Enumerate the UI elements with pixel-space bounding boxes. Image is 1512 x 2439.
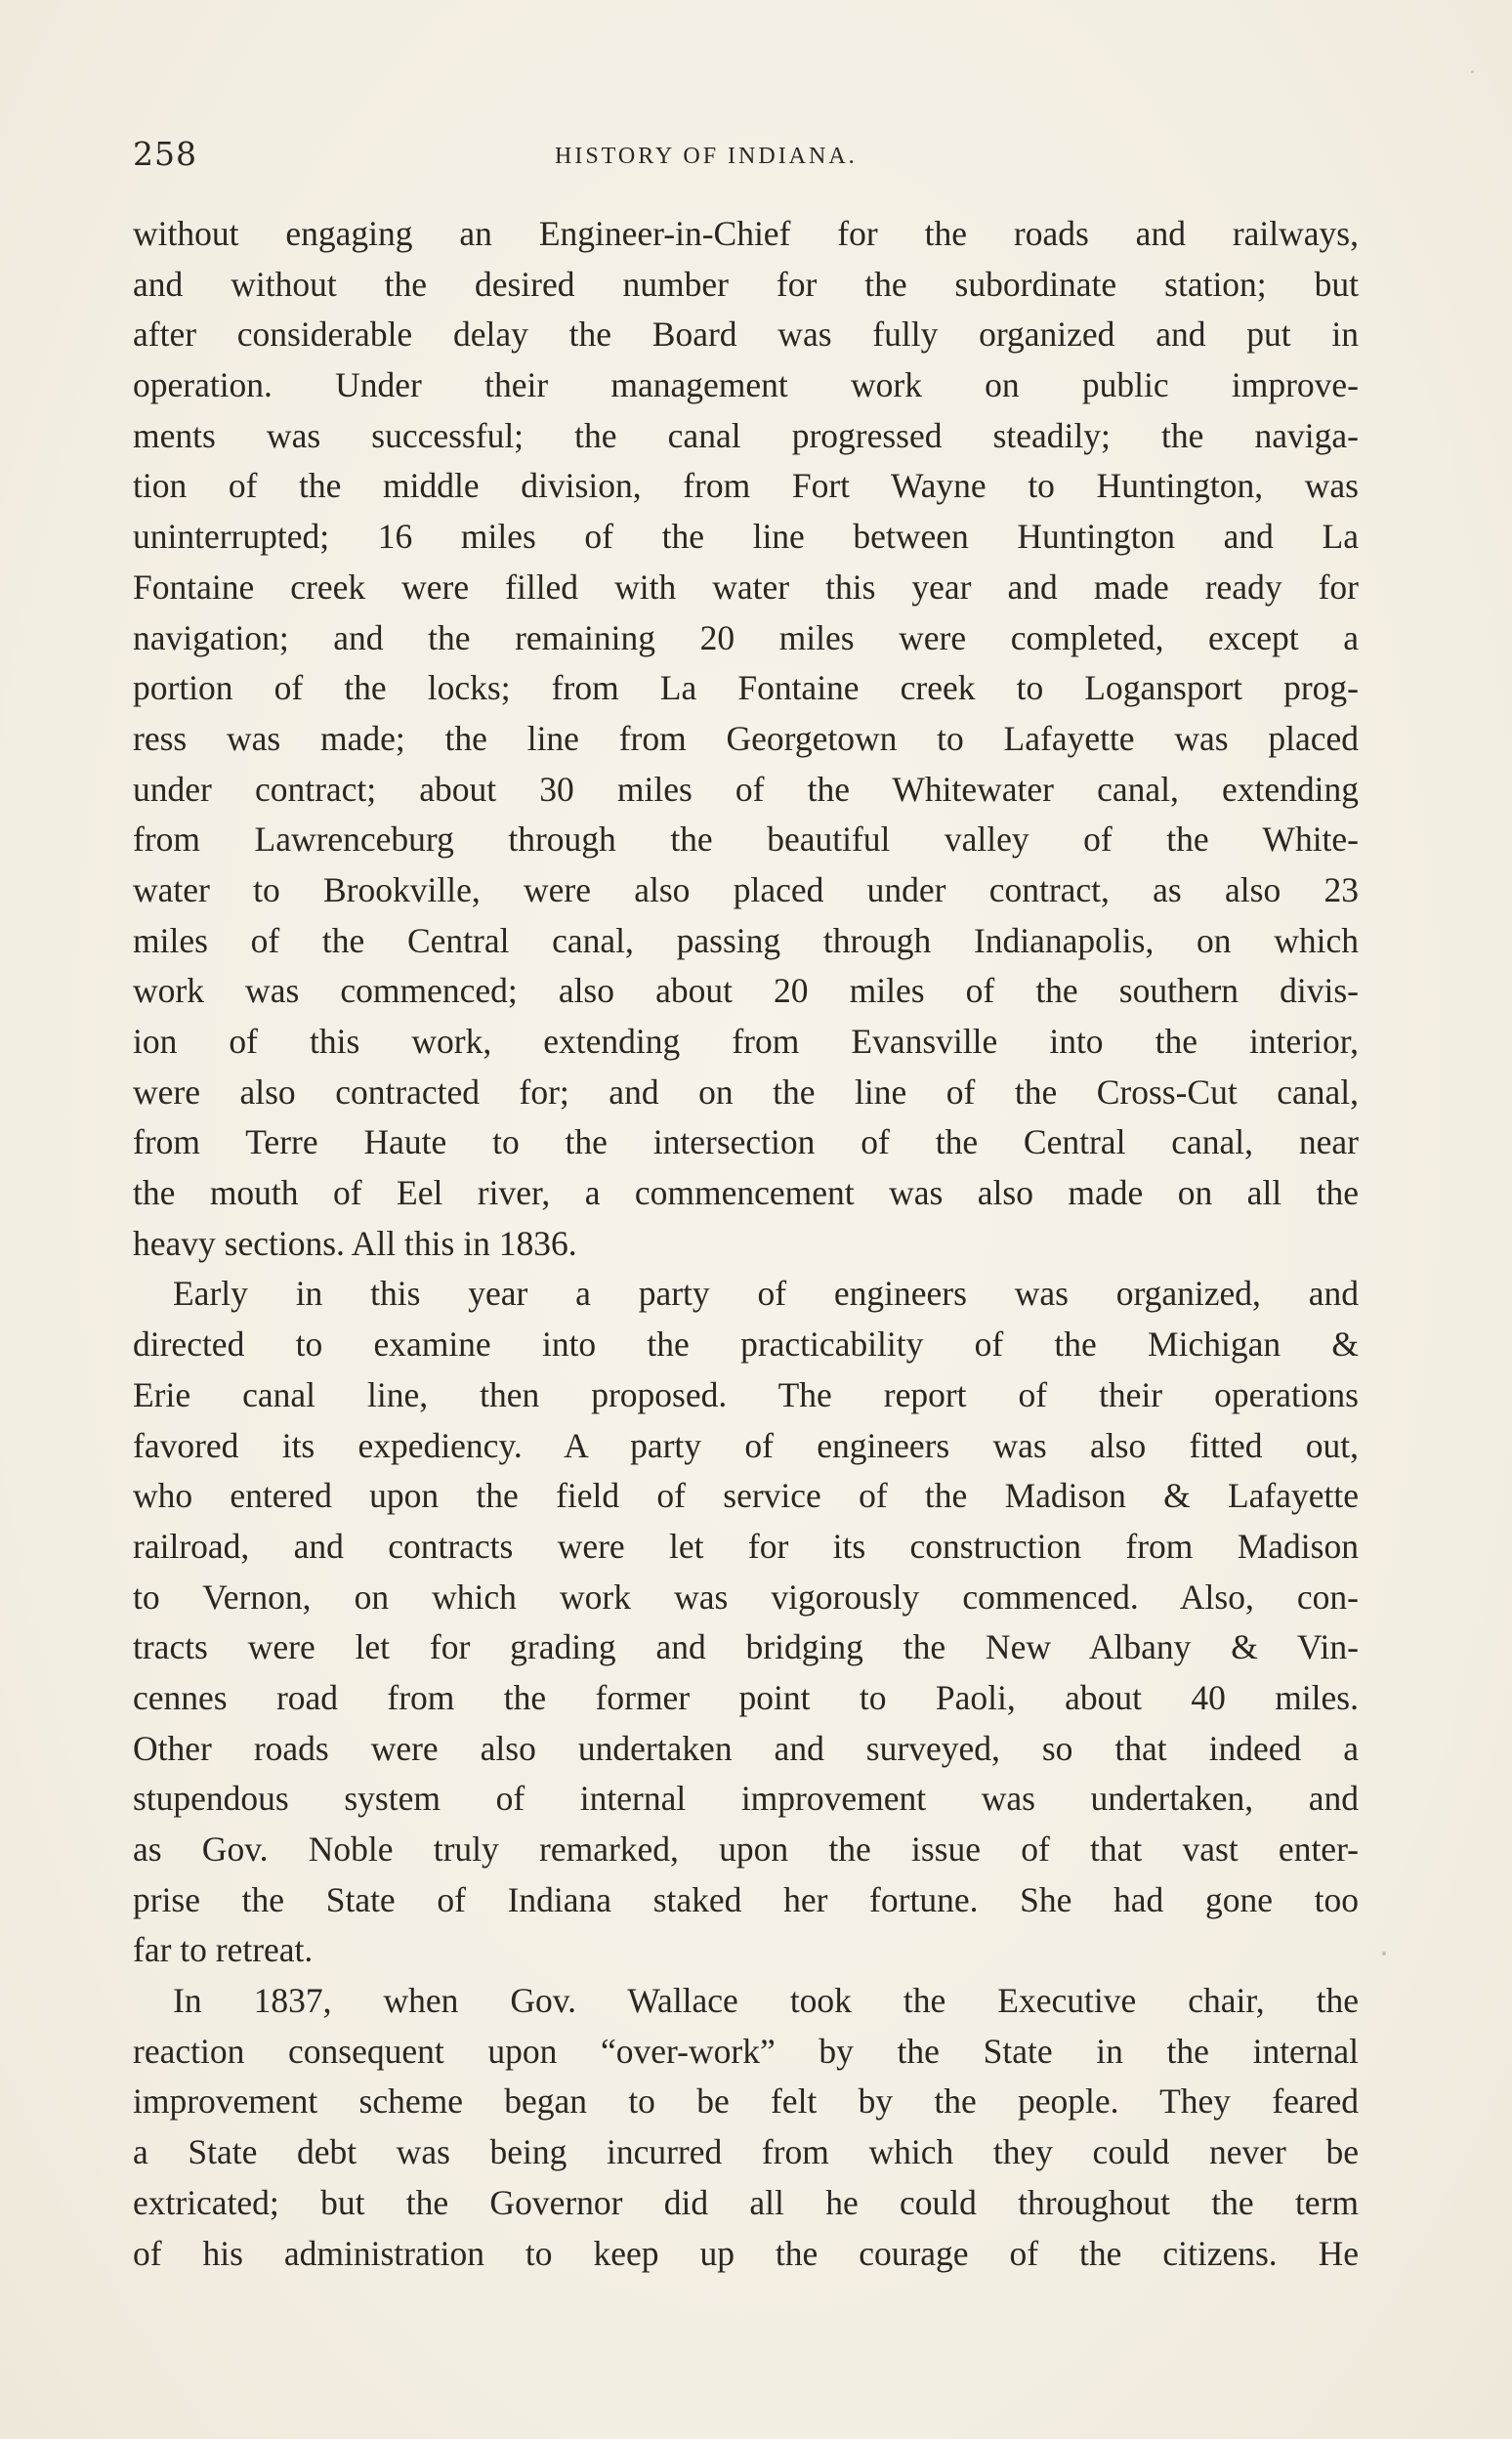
text-line: of his administration to keep up the courage of the citizens. He xyxy=(133,2233,1359,2273)
text-line: favored its expediency. A party of engineers was also fitted out, xyxy=(133,1425,1359,1465)
text-line: work was commenced; also about 20 miles of the southern divis- xyxy=(133,971,1359,1011)
text-line: navigation; and the remaining 20 miles were completed, except a xyxy=(133,617,1359,657)
text-line: heavy sections. All this in 1836. xyxy=(133,1223,577,1263)
text-line: operation. Under their management work on public improve- xyxy=(133,365,1359,405)
text-line: prise the State of Indiana staked her fortune. She had gone too xyxy=(133,1879,1359,1919)
text-line: to Vernon, on which work was vigorously commenced. Also, con- xyxy=(133,1577,1359,1617)
text-line: without engaging an Engineer-in-Chief for the roads and railways, xyxy=(133,214,1359,253)
page-number: 258 xyxy=(133,135,197,173)
text-line: stupendous system of internal improvement was undertaken, and xyxy=(133,1779,1359,1819)
text-line: a State debt was being incurred from which they could never be xyxy=(133,2132,1359,2172)
text-line: uninterrupted; 16 miles of the line between Huntington and La xyxy=(133,517,1359,557)
text-line: Other roads were also undertaken and surveyed, so that indeed a xyxy=(133,1728,1359,1768)
text-line: Early in this year a party of engineers was organized, and xyxy=(173,1274,1359,1314)
text-line: cennes road from the former point to Paoli, about 40 miles. xyxy=(133,1677,1359,1717)
text-line: from Terre Haute to the intersection of the Central canal, near xyxy=(133,1122,1359,1162)
text-line: as Gov. Noble truly remarked, upon the issue of that vast enter- xyxy=(133,1829,1359,1869)
text-line: the mouth of Eel river, a commencement was also made on all the xyxy=(133,1173,1359,1213)
text-line: improvement scheme began to be felt by the people. They feared xyxy=(133,2082,1359,2122)
text-line: extricated; but the Governor did all he could throughout the term xyxy=(133,2182,1359,2222)
paragraph xyxy=(133,1269,1359,1976)
text-line: after considerable delay the Board was fully organized and put in xyxy=(133,315,1359,355)
body-text xyxy=(133,209,1359,2279)
text-line: directed to examine into the practicability of the Michigan & xyxy=(133,1325,1359,1365)
paper-speck xyxy=(1382,1952,1386,1955)
text-line: tracts were let for grading and bridging the New Albany & Vin- xyxy=(133,1627,1359,1667)
text-line: In 1837, when Gov. Wallace took the Executive chair, the xyxy=(173,1981,1359,2021)
text-line: who entered upon the field of service of the Madison & Lafayette xyxy=(133,1476,1359,1516)
paper-speck xyxy=(1471,70,1474,73)
text-line: under contract; about 30 miles of the Whitewater canal, extending xyxy=(133,769,1359,809)
text-line: ion of this work, extending from Evansville into the interior, xyxy=(133,1022,1359,1061)
text-line: tion of the middle division, from Fort Wayne to Huntington, was xyxy=(133,466,1359,506)
page-header xyxy=(133,133,1359,182)
paragraph xyxy=(133,209,1359,1269)
text-line: ments was successful; the canal progressed steadily; the naviga- xyxy=(133,415,1359,455)
text-line: Fontaine creek were filled with water this year and made ready for xyxy=(133,567,1359,607)
paragraph xyxy=(133,1976,1359,2279)
running-head: HISTORY OF INDIANA. xyxy=(555,144,858,169)
text-line: were also contracted for; and on the line of the Cross-Cut canal, xyxy=(133,1072,1359,1112)
text-line: ress was made; the line from Georgetown to Lafayette was placed xyxy=(133,718,1359,758)
text-line: Erie canal line, then proposed. The report of their operations xyxy=(133,1374,1359,1414)
text-line: reaction consequent upon “over-work” by the State in the internal xyxy=(133,2031,1359,2071)
text-line: miles of the Central canal, passing through Indianapolis, on which xyxy=(133,920,1359,960)
text-line: portion of the locks; from La Fontaine creek to Logansport prog- xyxy=(133,668,1359,708)
text-line: railroad, and contracts were let for its construction from Madison xyxy=(133,1526,1359,1566)
text-line: and without the desired number for the subordinate station; but xyxy=(133,264,1359,304)
text-line: water to Brookville, were also placed under contract, as also 23 xyxy=(133,869,1359,909)
text-line: from Lawrenceburg through the beautiful valley of the White- xyxy=(133,820,1359,860)
text-line: far to retreat. xyxy=(133,1930,314,1970)
